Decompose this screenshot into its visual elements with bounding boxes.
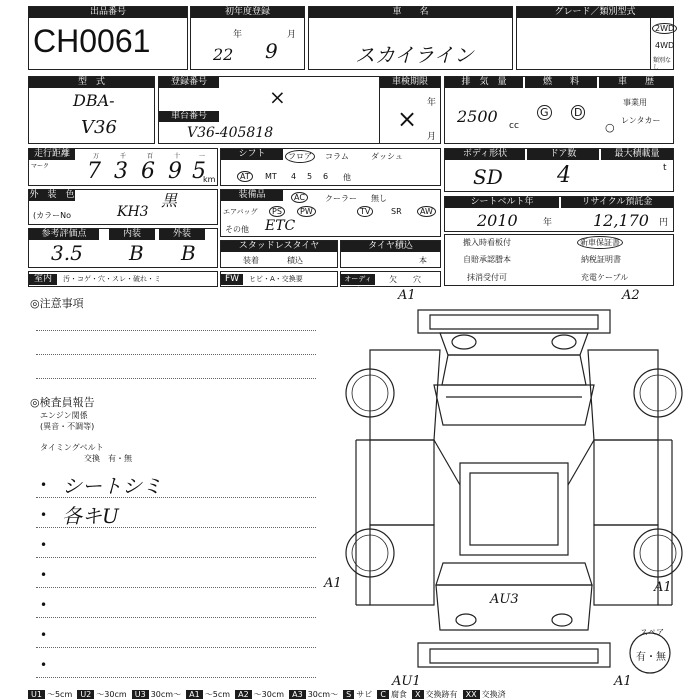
mileage-digit: 7 [87, 159, 101, 184]
mileage-digit: 9 [168, 159, 182, 184]
car-name-label: 車 名 [309, 7, 512, 18]
inspection-label: 車検期限 [380, 77, 440, 88]
digit-unit: 百 [147, 153, 154, 160]
fw-text: ヒビ・A・交換要 [249, 275, 303, 283]
exterior-score-label: 外装 [159, 229, 205, 240]
equip-tv: TV [357, 206, 373, 217]
drive-4wd: 4WD [655, 41, 675, 50]
check-item: 充電ケーブル [581, 273, 629, 282]
door-value: 4 [557, 163, 571, 188]
model-label: 型 式 [29, 77, 154, 88]
note-handwritten-1: シートシミ [62, 474, 162, 498]
history-business: 事業用 [623, 98, 647, 107]
model-value-2: V36 [81, 117, 117, 138]
lot-label: 出品番号 [29, 7, 187, 18]
body-label: ボディ形状 [445, 149, 525, 160]
audio-label: オーディオ [341, 274, 375, 285]
digit-unit: 万 [93, 153, 100, 160]
audio-missing: 欠 [389, 275, 397, 284]
recycle-value: 12,170 [593, 211, 649, 230]
capacity-unit: t [663, 163, 667, 173]
digit-unit: 十 [174, 153, 181, 160]
engine-label: エンジン関係 [40, 411, 88, 420]
timing-text: 交換 有・無 [84, 454, 132, 463]
belt-label: シートベルト年 [445, 197, 559, 208]
engine-box [444, 76, 674, 144]
mileage-digit: 6 [141, 159, 155, 184]
inspector-label: ◎検査員報告 [30, 396, 95, 409]
equipment-box [220, 189, 441, 237]
color-code: KH3 [117, 204, 149, 220]
first-reg-year: 22 [213, 45, 234, 64]
score-label: 参考評価点 [29, 229, 99, 240]
mileage-digit: 3 [114, 159, 128, 184]
shift-dash: ダッシュ [371, 152, 403, 161]
mileage-box [28, 148, 218, 186]
color-value: 黒 [161, 191, 178, 210]
color-box [28, 189, 218, 225]
first-reg-month: 9 [265, 39, 278, 63]
check-item: 抹消受付可 [467, 273, 507, 282]
equip-pw: PW [297, 206, 316, 217]
attention-label: ◎注意事項 [30, 297, 84, 310]
mileage-digit: 5 [192, 159, 206, 184]
registration-box [158, 76, 441, 144]
damage-mark: A1 [614, 674, 632, 689]
grade-box [516, 6, 674, 70]
digit-unit: 一 [199, 153, 206, 160]
color-code-label: (カラーNo [33, 211, 71, 220]
car-name: スカイライン [355, 43, 474, 67]
history-rental: レンタカー [621, 116, 661, 125]
equip-ac: AC [291, 192, 308, 203]
fuel-g: G [537, 105, 552, 120]
exterior-score-value: B [181, 241, 196, 265]
interior-score-label: 内装 [109, 229, 155, 240]
recycle-label: リサイクル預託金 [561, 197, 673, 208]
interior-row-text: 汚・コゲ・穴・スレ・破れ・ミ [63, 275, 161, 283]
tire-unit: 本 [419, 256, 427, 265]
first-reg-box [190, 6, 305, 70]
grade-label: グレード／類別型式 [517, 7, 673, 18]
trans-at: AT [237, 171, 253, 182]
spare-value: 有・無 [636, 652, 666, 663]
equipment-label: 装備品 [221, 190, 283, 201]
tire-label: タイヤ積込 [341, 241, 440, 252]
spare-label: スペア [640, 628, 664, 637]
belt-value: 2010 [477, 211, 518, 230]
trans-5: 5 [307, 172, 313, 181]
capacity-label: 最大積載量 [601, 149, 673, 160]
shift-box [220, 148, 441, 186]
car-name-box [308, 6, 513, 70]
check-item: 新車保証書 [577, 236, 623, 249]
month-unit: 月 [287, 30, 297, 40]
tire-box [340, 240, 441, 268]
displacement-value: 2500 [457, 107, 498, 126]
damage-mark: A1 [654, 580, 672, 595]
year-unit: 年 [233, 30, 243, 40]
inspection-value: × [397, 105, 418, 133]
timing-label: タイミングベルト [40, 443, 104, 452]
history-circle: ○ [605, 121, 615, 134]
equip-airbag: エアバッグ [223, 208, 258, 216]
lot-number: CH0061 [33, 23, 151, 59]
trans-4: 4 [291, 172, 297, 181]
equip-sr: SR [391, 207, 402, 216]
interior-score-value: B [129, 241, 144, 265]
meter-label: マーク [31, 163, 50, 170]
body-value: SD [473, 165, 503, 189]
studless-fitted: 装着 [243, 256, 259, 265]
trans-other: 他 [343, 173, 351, 182]
damage-mark: A1 [324, 576, 342, 591]
equip-aw: AW [417, 206, 436, 217]
digit-unit: 千 [120, 153, 127, 160]
shift-label: シフト [221, 149, 283, 160]
fuel-d: D [571, 105, 585, 120]
damage-mark: A2 [622, 288, 640, 303]
color-label: 外 装 色 [29, 190, 75, 200]
displacement-unit: cc [509, 121, 519, 131]
equip-other-value: ETC [265, 218, 296, 234]
history-label: 車 歴 [599, 77, 673, 88]
mileage-label: 走行距離 [29, 149, 75, 160]
shift-floor: フロア [285, 150, 315, 163]
studless-box [220, 240, 338, 268]
model-box [28, 76, 155, 144]
score-value: 3.5 [51, 241, 83, 265]
fw-label: FW [221, 274, 243, 285]
checklist-box [444, 234, 674, 286]
check-item: 自賠承認謄本 [463, 255, 511, 264]
studless-label: スタッドレスタイヤ [221, 241, 337, 252]
belt-box [444, 196, 674, 232]
equip-none: 無し [371, 194, 387, 203]
mileage-unit: km [203, 175, 216, 184]
door-label: ドア数 [527, 149, 599, 160]
check-item: 搬入時看板付 [463, 238, 511, 247]
shift-column: コラム [325, 152, 349, 161]
first-reg-label: 初年度登録 [191, 7, 304, 18]
audio-hole: 穴 [413, 275, 421, 284]
damage-mark: AU1 [392, 674, 421, 689]
model-value-1: DBA- [73, 91, 115, 110]
damage-mark: A1 [398, 288, 416, 303]
inspect-year-unit: 年 [427, 98, 437, 108]
legend-bar: U1 ～5cm U2 ～30cm U3 30cm～ A1 ～5cm A2 ～30cm A3 30cm～ S サビ C 腐食 X 交換跡有 XX 交換済 [28, 690, 674, 700]
fuel-label: 燃 料 [525, 77, 597, 88]
interior-row [28, 271, 218, 287]
chassis-label: 車台番号 [159, 111, 219, 122]
belt-unit: 年 [543, 218, 553, 228]
body-box [444, 148, 674, 192]
interior-row-label: 室内 [29, 274, 57, 285]
score-box [28, 228, 218, 268]
trans-mt: MT [265, 172, 277, 181]
reg-label: 登録番号 [159, 77, 219, 88]
fw-row [220, 271, 338, 287]
equip-cooler: クーラー [325, 194, 357, 203]
damage-mark: AU3 [490, 592, 519, 607]
check-item: 納税証明書 [581, 255, 621, 264]
recycle-unit: 円 [659, 218, 669, 228]
displacement-label: 排 気 量 [445, 77, 523, 88]
equip-other-label: その他 [225, 225, 249, 234]
lot-box [28, 6, 188, 70]
reg-value: × [269, 85, 286, 109]
engine-sub: (異音・不調等) [40, 422, 95, 431]
trans-6: 6 [323, 172, 329, 181]
studless-loaded: 積込 [287, 256, 303, 265]
drive-2wd: 2WD [652, 23, 677, 34]
note-handwritten-2: 各キU [62, 504, 119, 528]
equip-ps: PS [269, 206, 285, 217]
inspect-month-unit: 月 [427, 132, 437, 142]
chassis-value: V36-405818 [187, 125, 274, 141]
drive-none: 類別なし [653, 57, 672, 71]
